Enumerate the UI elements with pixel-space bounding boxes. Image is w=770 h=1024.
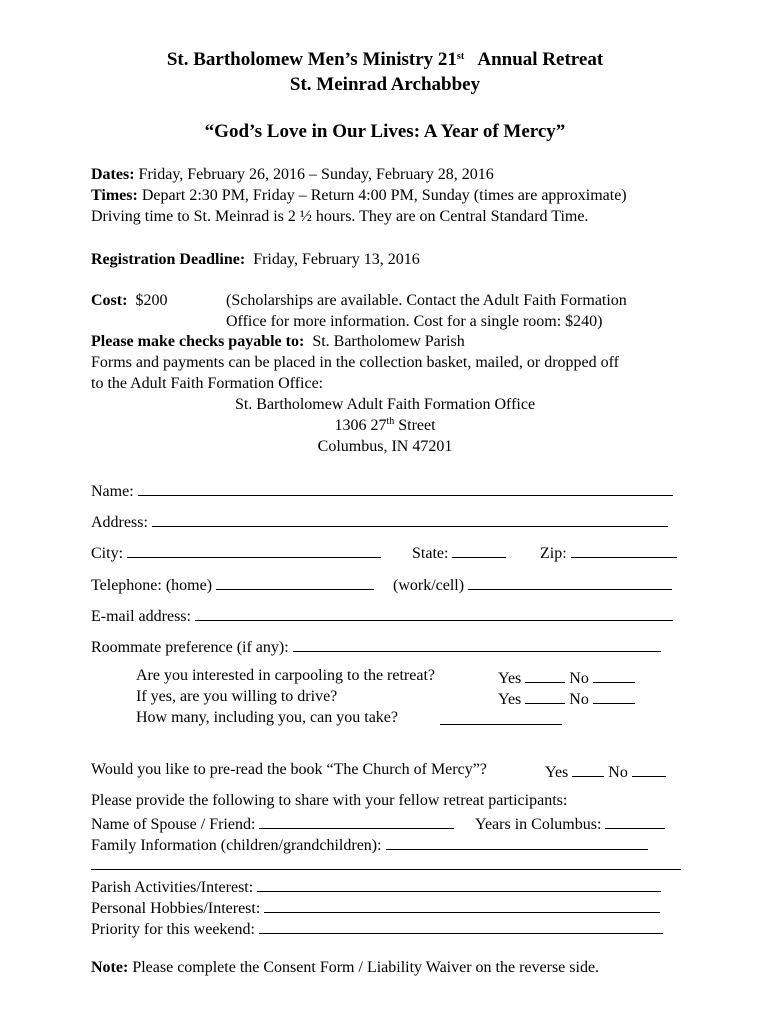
driving-time: Driving time to St. Meinrad is 2 ½ hours. They are on Central Standard Time. — [91, 208, 589, 225]
forms-instructions-2: to the Adult Faith Formation Office: — [91, 375, 324, 392]
office-city: Columbus, IN 47201 — [317, 438, 453, 455]
office-street: 1306 27th Street — [334, 416, 436, 434]
city-field[interactable]: City: — [91, 542, 381, 563]
registration-deadline: Registration Deadline: Friday, February 13, 2016 — [91, 251, 420, 268]
spouse-friend-field[interactable]: Name of Spouse / Friend: — [91, 813, 454, 834]
work-cell-phone-field[interactable]: (work/cell) — [393, 574, 672, 595]
book-question: Would you like to pre-read the book “The Church of Mercy”? — [91, 761, 487, 778]
checks-payable: Please make checks payable to: St. Bartholomew Parish — [91, 333, 465, 350]
personal-hobbies-field[interactable]: Personal Hobbies/Interest: — [91, 897, 660, 918]
state-field[interactable]: State: — [412, 542, 506, 563]
family-info-field[interactable]: Family Information (children/grandchildren): — [91, 834, 648, 855]
retreat-location: St. Meinrad Archabbey — [289, 74, 481, 95]
carpool-yes-no[interactable]: Yes No — [498, 667, 635, 688]
dates-line: Dates: Friday, February 26, 2016 – Sunday, February 28, 2016 — [91, 166, 494, 183]
scholarship-note-1: (Scholarships are available. Contact the Adult Faith Formation — [226, 292, 627, 309]
cost-line: Cost: $200 — [91, 292, 168, 309]
times-line: Times: Depart 2:30 PM, Friday – Return 4:00 PM, Sunday (times are approximate) — [91, 187, 627, 204]
years-in-columbus-field[interactable]: Years in Columbus: — [475, 813, 665, 834]
zip-field[interactable]: Zip: — [540, 542, 677, 563]
carpool-question: Are you interested in carpooling to the retreat? — [136, 667, 435, 684]
drive-yes-no[interactable]: Yes No — [498, 688, 635, 709]
roommate-field[interactable]: Roommate preference (if any): — [91, 636, 661, 657]
retreat-theme: “God’s Love in Our Lives: A Year of Mercy” — [204, 121, 566, 142]
forms-instructions-1: Forms and payments can be placed in the collection basket, mailed, or dropped off — [91, 354, 619, 371]
home-phone-field[interactable]: Telephone: (home) — [91, 574, 374, 595]
share-intro: Please provide the following to share with your fellow retreat participants: — [91, 792, 568, 809]
priority-field[interactable]: Priority for this weekend: — [91, 918, 663, 939]
passenger-count-field[interactable] — [440, 709, 562, 730]
scholarship-note-2: Office for more information. Cost for a single room: $240) — [226, 313, 603, 330]
drive-question: If yes, are you willing to drive? — [136, 688, 338, 705]
family-info-extra-line[interactable] — [91, 857, 681, 870]
address-field[interactable]: Address: — [91, 511, 668, 532]
form-title: St. Bartholomew Men’s Ministry 21st Annual Retreat — [166, 49, 604, 70]
name-field[interactable]: Name: — [91, 480, 673, 501]
consent-note: Note: Please complete the Consent Form / Liability Waiver on the reverse side. — [91, 959, 600, 976]
office-name: St. Bartholomew Adult Faith Formation Office — [234, 396, 536, 413]
email-field[interactable]: E-mail address: — [91, 605, 673, 626]
book-yes-no[interactable]: Yes No — [545, 761, 666, 782]
passenger-count-question: How many, including you, can you take? — [136, 709, 399, 726]
parish-activities-field[interactable]: Parish Activities/Interest: — [91, 876, 661, 897]
